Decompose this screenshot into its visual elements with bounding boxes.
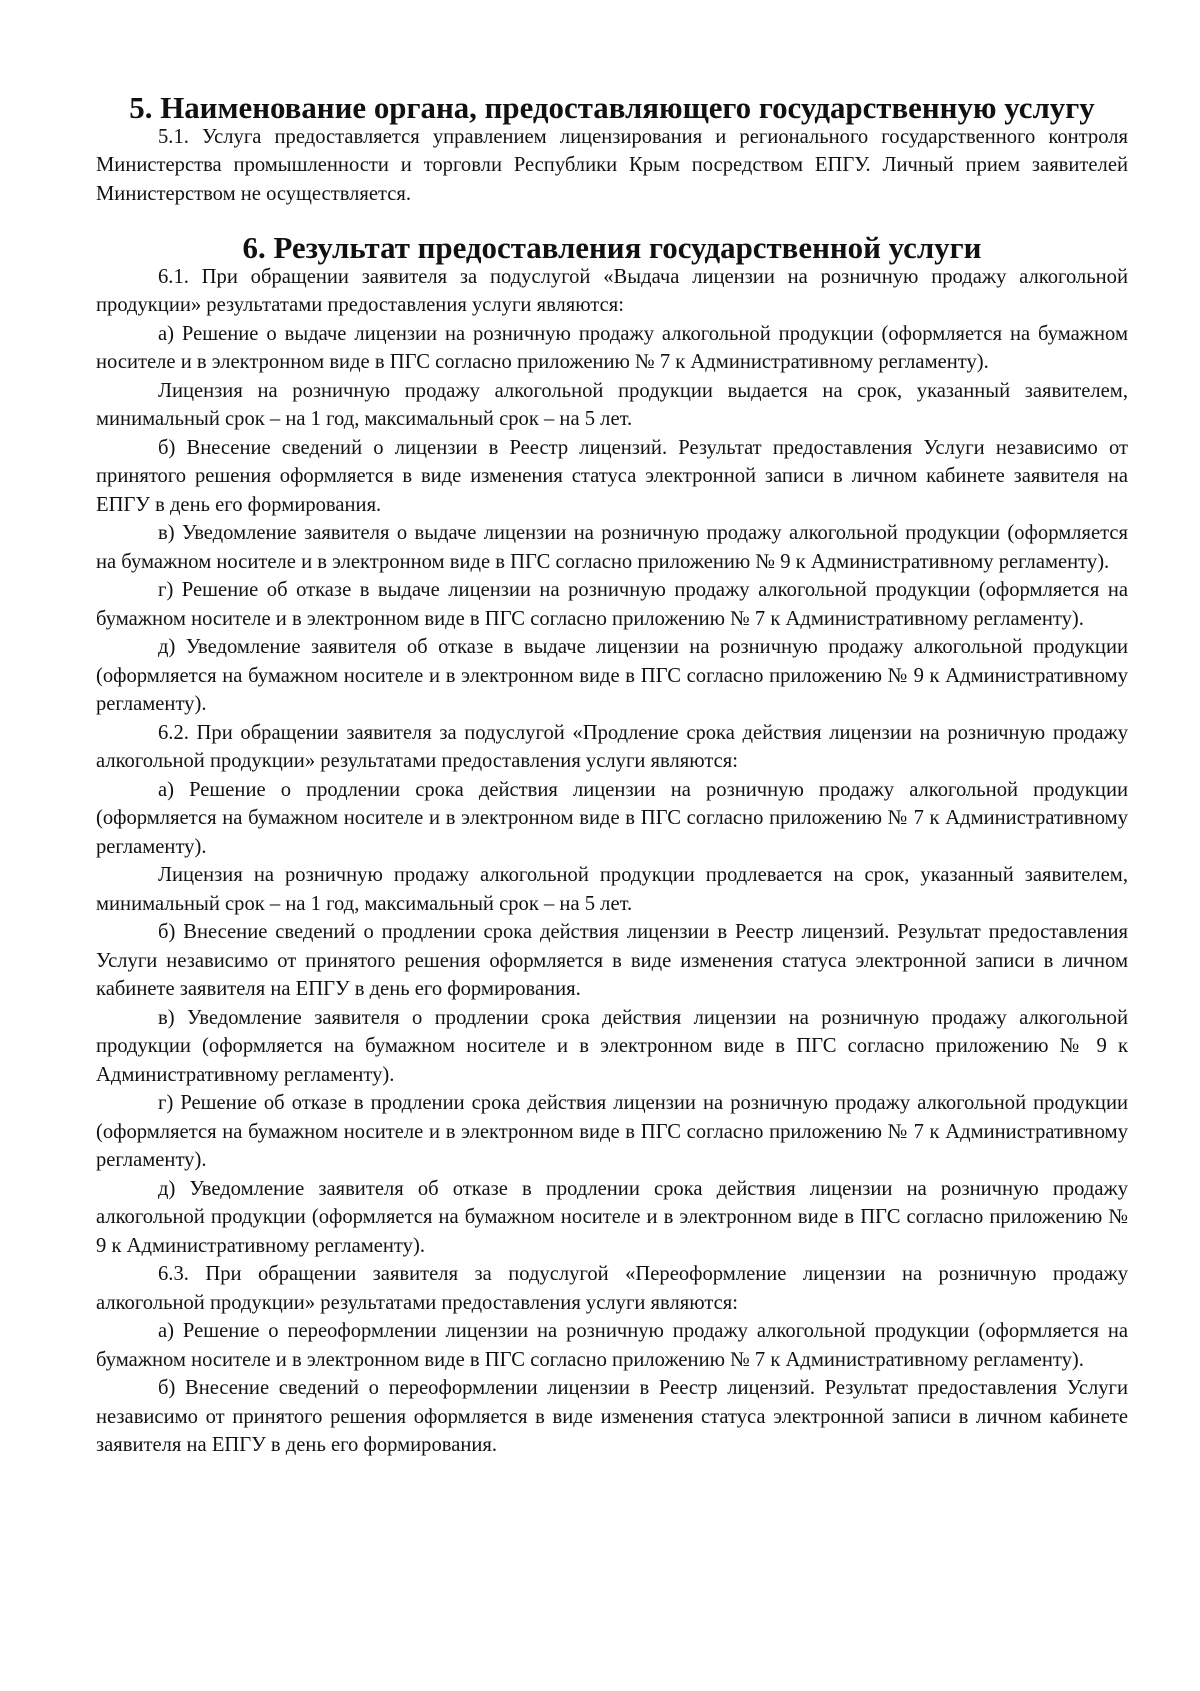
paragraph-6-1-g: г) Решение об отказе в выдаче лицензии на розничную продажу алкогольной продукции (оформляется на бумажном носителе и в электронном виде в ПГС согласно приложению № 7 к Административному регламенту). xyxy=(96,579,1128,630)
paragraph-6-1-b: б) Внесение сведений о лицензии в Реестр лицензий. Результат предоставления Услуги независимо от принятого решения оформляется в виде изменения статуса электронной записи в личном кабинете заявителя на ЕПГУ в день его формирования. xyxy=(96,436,1128,516)
document-page xyxy=(96,90,1128,1460)
section-6-heading: 6. Результат предоставления государственной услуги xyxy=(242,230,982,265)
paragraph-6-3-a: а) Решение о переоформлении лицензии на розничную продажу алкогольной продукции (оформляется на бумажном носителе и в электронном виде в ПГС согласно приложению № 7 к Административному регламенту). xyxy=(96,1320,1128,1371)
paragraph-6-1-v: в) Уведомление заявителя о выдаче лицензии на розничную продажу алкогольной продукции (оформляется на бумажном носителе и в электронном виде в ПГС согласно приложению № 9 к Административному регламенту). xyxy=(96,522,1128,573)
paragraph-6-2-g: г) Решение об отказе в продлении срока действия лицензии на розничную продажу алкогольной продукции (оформляется на бумажном носителе и в электронном виде в ПГС согласно приложению № 7 к Административному регламенту). xyxy=(96,1092,1128,1171)
paragraph-6-2: 6.2. При обращении заявителя за подуслугой «Продление срока действия лицензии на розничную продажу алкогольной продукции» результатами предоставления услуги являются: xyxy=(96,721,1128,772)
paragraph-6-1: 6.1. При обращении заявителя за подуслугой «Выдача лицензии на розничную продажу алкогольной продукции» результатами предоставления услуги являются: xyxy=(96,265,1128,316)
section-5-heading: 5. Наименование органа, предоставляющего государственную услугу xyxy=(129,90,1095,125)
paragraph-6-2-d: д) Уведомление заявителя об отказе в продлении срока действия лицензии на розничную продажу алкогольной продукции (оформляется на бумажном носителе и в электронном виде в ПГС согласно приложению № 9 к Административному регламенту). xyxy=(96,1177,1128,1257)
paragraph-6-2-term: Лицензия на розничную продажу алкогольной продукции продлевается на срок, указанный заявителем, минимальный срок – на 1 год, максимальный срок – на 5 лет. xyxy=(96,864,1128,915)
paragraph-6-1-term: Лицензия на розничную продажу алкогольной продукции выдается на срок, указанный заявителем, минимальный срок – на 1 год, максимальный срок – на 5 лет. xyxy=(96,379,1128,430)
paragraph-6-3: 6.3. При обращении заявителя за подуслугой «Переоформление лицензии на розничную продажу алкогольной продукции» результатами предоставления услуги являются: xyxy=(96,1263,1128,1314)
paragraph-6-2-a: а) Решение о продлении срока действия лицензии на розничную продажу алкогольной продукции (оформляется на бумажном носителе и в электронном виде в ПГС согласно приложению № 7 к Административному регламенту). xyxy=(96,778,1128,858)
paragraph-5-1: 5.1. Услуга предоставляется управлением лицензирования и регионального государственного контроля Министерства промышленности и торговли Республики Крым посредством ЕПГУ. Личный прием заявителей Министерством не осуществляется. xyxy=(96,125,1128,205)
paragraph-6-3-b: б) Внесение сведений о переоформлении лицензии в Реестр лицензий. Результат предоставления Услуги независимо от принятого решения оформляется в виде изменения статуса электронной записи в личном кабинете заявителя на ЕПГУ в день его формирования. xyxy=(96,1377,1128,1456)
paragraph-6-1-d: д) Уведомление заявителя об отказе в выдаче лицензии на розничную продажу алкогольной продукции (оформляется на бумажном носителе и в электронном виде в ПГС согласно приложению № 9 к Административному регламенту). xyxy=(96,636,1128,715)
paragraph-6-1-a: а) Решение о выдаче лицензии на розничную продажу алкогольной продукции (оформляется на бумажном носителе и в электронном виде в ПГС согласно приложению № 7 к Административному регламенту). xyxy=(96,322,1128,373)
paragraph-6-2-v: в) Уведомление заявителя о продлении срока действия лицензии на розничную продажу алкогольной продукции (оформляется на бумажном носителе и в электронном виде в ПГС согласно приложению № 9 к Административному регламенту). xyxy=(96,1006,1128,1086)
paragraph-6-2-b: б) Внесение сведений о продлении срока действия лицензии в Реестр лицензий. Результат предоставления Услуги независимо от принятого решения оформляется в виде изменения статуса электронной записи в личном кабинете заявителя на ЕПГУ в день его формирования. xyxy=(96,921,1128,1000)
